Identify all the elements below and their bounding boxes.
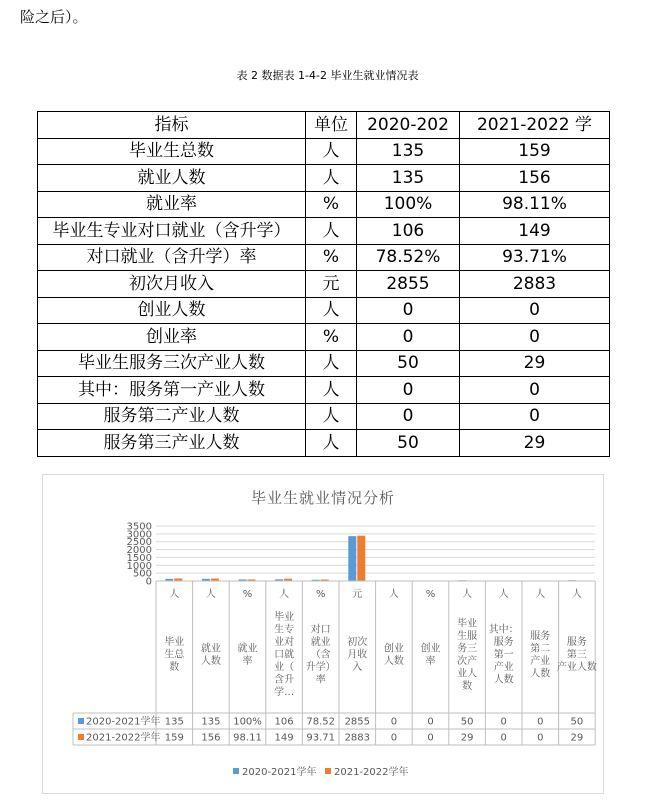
- y-tick-label: 2000: [126, 545, 152, 557]
- category-label-line: 含升: [274, 674, 295, 686]
- category-label-line: 毕业: [457, 618, 478, 630]
- category-label-line: 就业: [310, 637, 331, 648]
- series-name: 2020-2021学年: [86, 716, 161, 728]
- table-cell: 人: [306, 350, 357, 377]
- table-cell: 0: [460, 377, 610, 404]
- data-label: 0: [537, 716, 544, 728]
- data-label: 0: [500, 716, 507, 728]
- category-label-line: 率: [242, 655, 253, 667]
- table-cell: %: [306, 324, 357, 351]
- category-label: [530, 629, 550, 680]
- category-label: [489, 623, 519, 686]
- data-label: 78.52: [306, 716, 336, 728]
- category-label-line: 产业: [530, 655, 551, 667]
- table-cell: 29: [460, 430, 610, 457]
- y-tick-label: 3500: [126, 521, 152, 533]
- category-label-line: 人数: [383, 655, 404, 667]
- category-unit: 人: [388, 589, 399, 600]
- y-tick-label: 0: [145, 576, 152, 588]
- category-unit: %: [242, 589, 253, 600]
- category-label: [238, 641, 258, 667]
- category-label-line: 第一: [493, 649, 514, 661]
- category-label-line: 数: [169, 662, 180, 673]
- table-row: [38, 138, 610, 165]
- category-label: [201, 641, 221, 667]
- table-cell: 人: [306, 138, 357, 165]
- data-label: 156: [201, 732, 221, 744]
- table-cell: 服务第二产业人数: [38, 403, 306, 430]
- table-cell: 149: [460, 218, 610, 245]
- chart-container: [42, 474, 604, 794]
- category-label-line: 服务: [530, 630, 551, 642]
- table-cell: 服务第三产业人数: [38, 430, 306, 457]
- category-label: [164, 635, 185, 673]
- table-cell: 0: [460, 324, 610, 351]
- table-row: [38, 165, 610, 192]
- category-label-line: （含: [310, 649, 331, 661]
- series-name: 2021-2022学年: [86, 732, 161, 744]
- table-cell: 0: [357, 377, 460, 404]
- category-label-line: 人数: [493, 674, 514, 686]
- table-cell: 毕业生总数: [38, 138, 306, 165]
- table-cell: 78.52%: [357, 244, 460, 271]
- table-header-row: [38, 112, 610, 139]
- data-label: 93.71: [306, 732, 336, 744]
- category-unit: 元: [352, 589, 363, 600]
- data-label: 0: [390, 716, 398, 728]
- category-label-line: 业对: [274, 637, 295, 648]
- category-label-line: 业人: [457, 668, 478, 680]
- table-cell: 98.11%: [460, 191, 610, 218]
- legend-label: 2020-2021学年: [242, 767, 317, 778]
- data-label: 100%: [233, 716, 262, 728]
- table-cell: 29: [460, 350, 610, 377]
- data-label: 149: [274, 732, 294, 744]
- data-label: 50: [570, 716, 584, 728]
- category-label: [557, 635, 597, 673]
- category-label-line: 务三: [457, 643, 478, 655]
- table-cell: 元: [306, 271, 357, 298]
- category-label-line: 生专: [274, 624, 295, 636]
- table-cell: 单位: [306, 112, 357, 139]
- table-cell: 人: [306, 430, 357, 457]
- table-cell: 159: [460, 138, 610, 165]
- bar: [348, 536, 356, 581]
- data-label: 0: [537, 732, 544, 744]
- category-label-line: 创业: [420, 643, 441, 655]
- category-unit: %: [425, 589, 436, 600]
- category-label-line: 第二: [530, 643, 551, 655]
- category-label: [274, 610, 294, 698]
- table-cell: 50: [357, 430, 460, 457]
- category-unit: 人: [205, 589, 216, 600]
- data-label: 0: [390, 732, 398, 744]
- table-cell: 100%: [357, 191, 460, 218]
- category-label: [384, 641, 404, 667]
- data-label: 106: [274, 716, 294, 728]
- table-cell: 106: [357, 218, 460, 245]
- data-label: 159: [164, 732, 184, 744]
- category-label-line: 服务: [493, 637, 514, 648]
- category-label-line: 数: [462, 680, 473, 692]
- table-cell: 0: [460, 403, 610, 430]
- category-unit: %: [315, 589, 326, 600]
- chart-svg: [43, 475, 603, 793]
- table-caption: 表 2 数据表 1-4-2 毕业生就业情况表: [236, 69, 419, 82]
- table-cell: 毕业生专业对口就业（含升学）: [38, 218, 306, 245]
- category-unit: 人: [279, 589, 290, 600]
- table-row: [38, 350, 610, 377]
- table-cell: 人: [306, 165, 357, 192]
- category-label-line: 产业人数: [556, 662, 597, 673]
- table-cell: 135: [357, 165, 460, 192]
- table-cell: 2855: [357, 271, 460, 298]
- category-label-line: 产业: [493, 662, 514, 673]
- table-row: [38, 377, 610, 404]
- table-row: [38, 430, 610, 457]
- table-cell: 初次月收入: [38, 271, 306, 298]
- category-label-line: 毕业: [164, 637, 185, 648]
- data-label: 29: [570, 732, 584, 744]
- table-cell: 93.71%: [460, 244, 610, 271]
- category-label-line: 率: [315, 674, 326, 686]
- table-cell: 就业率: [38, 191, 306, 218]
- category-label: [457, 616, 477, 692]
- table-row: [38, 297, 610, 324]
- table-row: [38, 403, 610, 430]
- category-label-line: 对口: [310, 624, 331, 636]
- category-label-line: 升学）: [305, 662, 336, 673]
- data-label: 0: [427, 716, 434, 728]
- category-unit: 人: [571, 589, 582, 600]
- category-unit: 人: [498, 589, 509, 600]
- category-label-line: 就业: [200, 643, 221, 655]
- legend-label: 2021-2022学年: [334, 767, 409, 778]
- data-label: 0: [500, 732, 507, 744]
- category-label-line: 创业: [383, 643, 404, 655]
- table-cell: 毕业生服务三次产业人数: [38, 350, 306, 377]
- table-cell: 人: [306, 377, 357, 404]
- category-label-line: 口就: [274, 649, 295, 661]
- chart-title: 毕业生就业情况分析: [250, 489, 395, 507]
- legend-swatch: [325, 768, 331, 774]
- table-row: [38, 244, 610, 271]
- intro-text: 险之后）。: [20, 8, 88, 26]
- category-label-line: 初次: [347, 637, 368, 648]
- category-label-line: 就业: [237, 643, 258, 655]
- table-row: [38, 218, 610, 245]
- category-label-line: 率: [425, 655, 436, 667]
- category-label-line: 服务: [566, 637, 587, 648]
- category-label-line: 月收: [347, 649, 368, 661]
- table-cell: 50: [357, 350, 460, 377]
- table-cell: 2883: [460, 271, 610, 298]
- category-label-line: 人数: [530, 668, 551, 680]
- table-cell: %: [306, 191, 357, 218]
- y-tick-label: 1000: [126, 560, 152, 572]
- table-cell: 对口就业（含升学）率: [38, 244, 306, 271]
- data-label: 2855: [344, 716, 371, 728]
- category-label: [306, 623, 336, 686]
- bar: [357, 536, 365, 581]
- category-label-line: 学…: [274, 687, 295, 698]
- table-cell: 0: [357, 324, 460, 351]
- category-unit: 人: [535, 589, 546, 600]
- data-label: 50: [460, 716, 474, 728]
- legend-swatch: [233, 768, 239, 774]
- table-row: [38, 271, 610, 298]
- table-cell: 其中：服务第一产业人数: [38, 377, 306, 404]
- category-label-line: 业（: [274, 662, 295, 673]
- category-label-line: 人数: [200, 655, 221, 667]
- category-label-line: 生服: [457, 630, 478, 642]
- data-label: 135: [164, 716, 184, 728]
- table-row: [38, 191, 610, 218]
- table-cell: 2021-2022 学: [460, 112, 610, 139]
- employment-table: [37, 111, 610, 457]
- table-cell: 创业率: [38, 324, 306, 351]
- category-label-line: 毕业: [274, 612, 295, 623]
- category-label-line: 第三: [566, 649, 587, 661]
- table-row: [38, 324, 610, 351]
- table-cell: 0: [357, 297, 460, 324]
- table-cell: 0: [460, 297, 610, 324]
- legend-key: [78, 734, 84, 740]
- category-label-line: 次产: [457, 655, 478, 667]
- legend-key: [78, 718, 84, 724]
- data-label: 2883: [344, 732, 371, 744]
- table-cell: 2020-202: [357, 112, 460, 139]
- data-label: 29: [460, 732, 474, 744]
- category-label-line: 生总: [164, 649, 185, 661]
- data-label: 135: [201, 716, 221, 728]
- category-label: [347, 635, 367, 673]
- table-cell: 人: [306, 297, 357, 324]
- data-label: 0: [427, 732, 434, 744]
- y-tick-label: 1500: [126, 552, 152, 564]
- table-cell: 创业人数: [38, 297, 306, 324]
- table-cell: 人: [306, 218, 357, 245]
- table-cell: 指标: [38, 112, 306, 139]
- category-label: [421, 641, 441, 667]
- table-cell: %: [306, 244, 357, 271]
- category-label-line: 入: [352, 662, 363, 673]
- y-tick-label: 2500: [126, 537, 152, 549]
- table-cell: 156: [460, 165, 610, 192]
- table-cell: 0: [357, 403, 460, 430]
- y-tick-label: 3000: [126, 529, 152, 541]
- category-unit: 人: [169, 589, 180, 600]
- data-label: 98.11: [233, 732, 262, 744]
- category-label-line: 其中：: [488, 624, 519, 636]
- table-cell: 人: [306, 403, 357, 430]
- table-cell: 就业人数: [38, 165, 306, 192]
- y-tick-label: 500: [132, 568, 152, 580]
- table-cell: 135: [357, 138, 460, 165]
- category-unit: 人: [462, 589, 473, 600]
